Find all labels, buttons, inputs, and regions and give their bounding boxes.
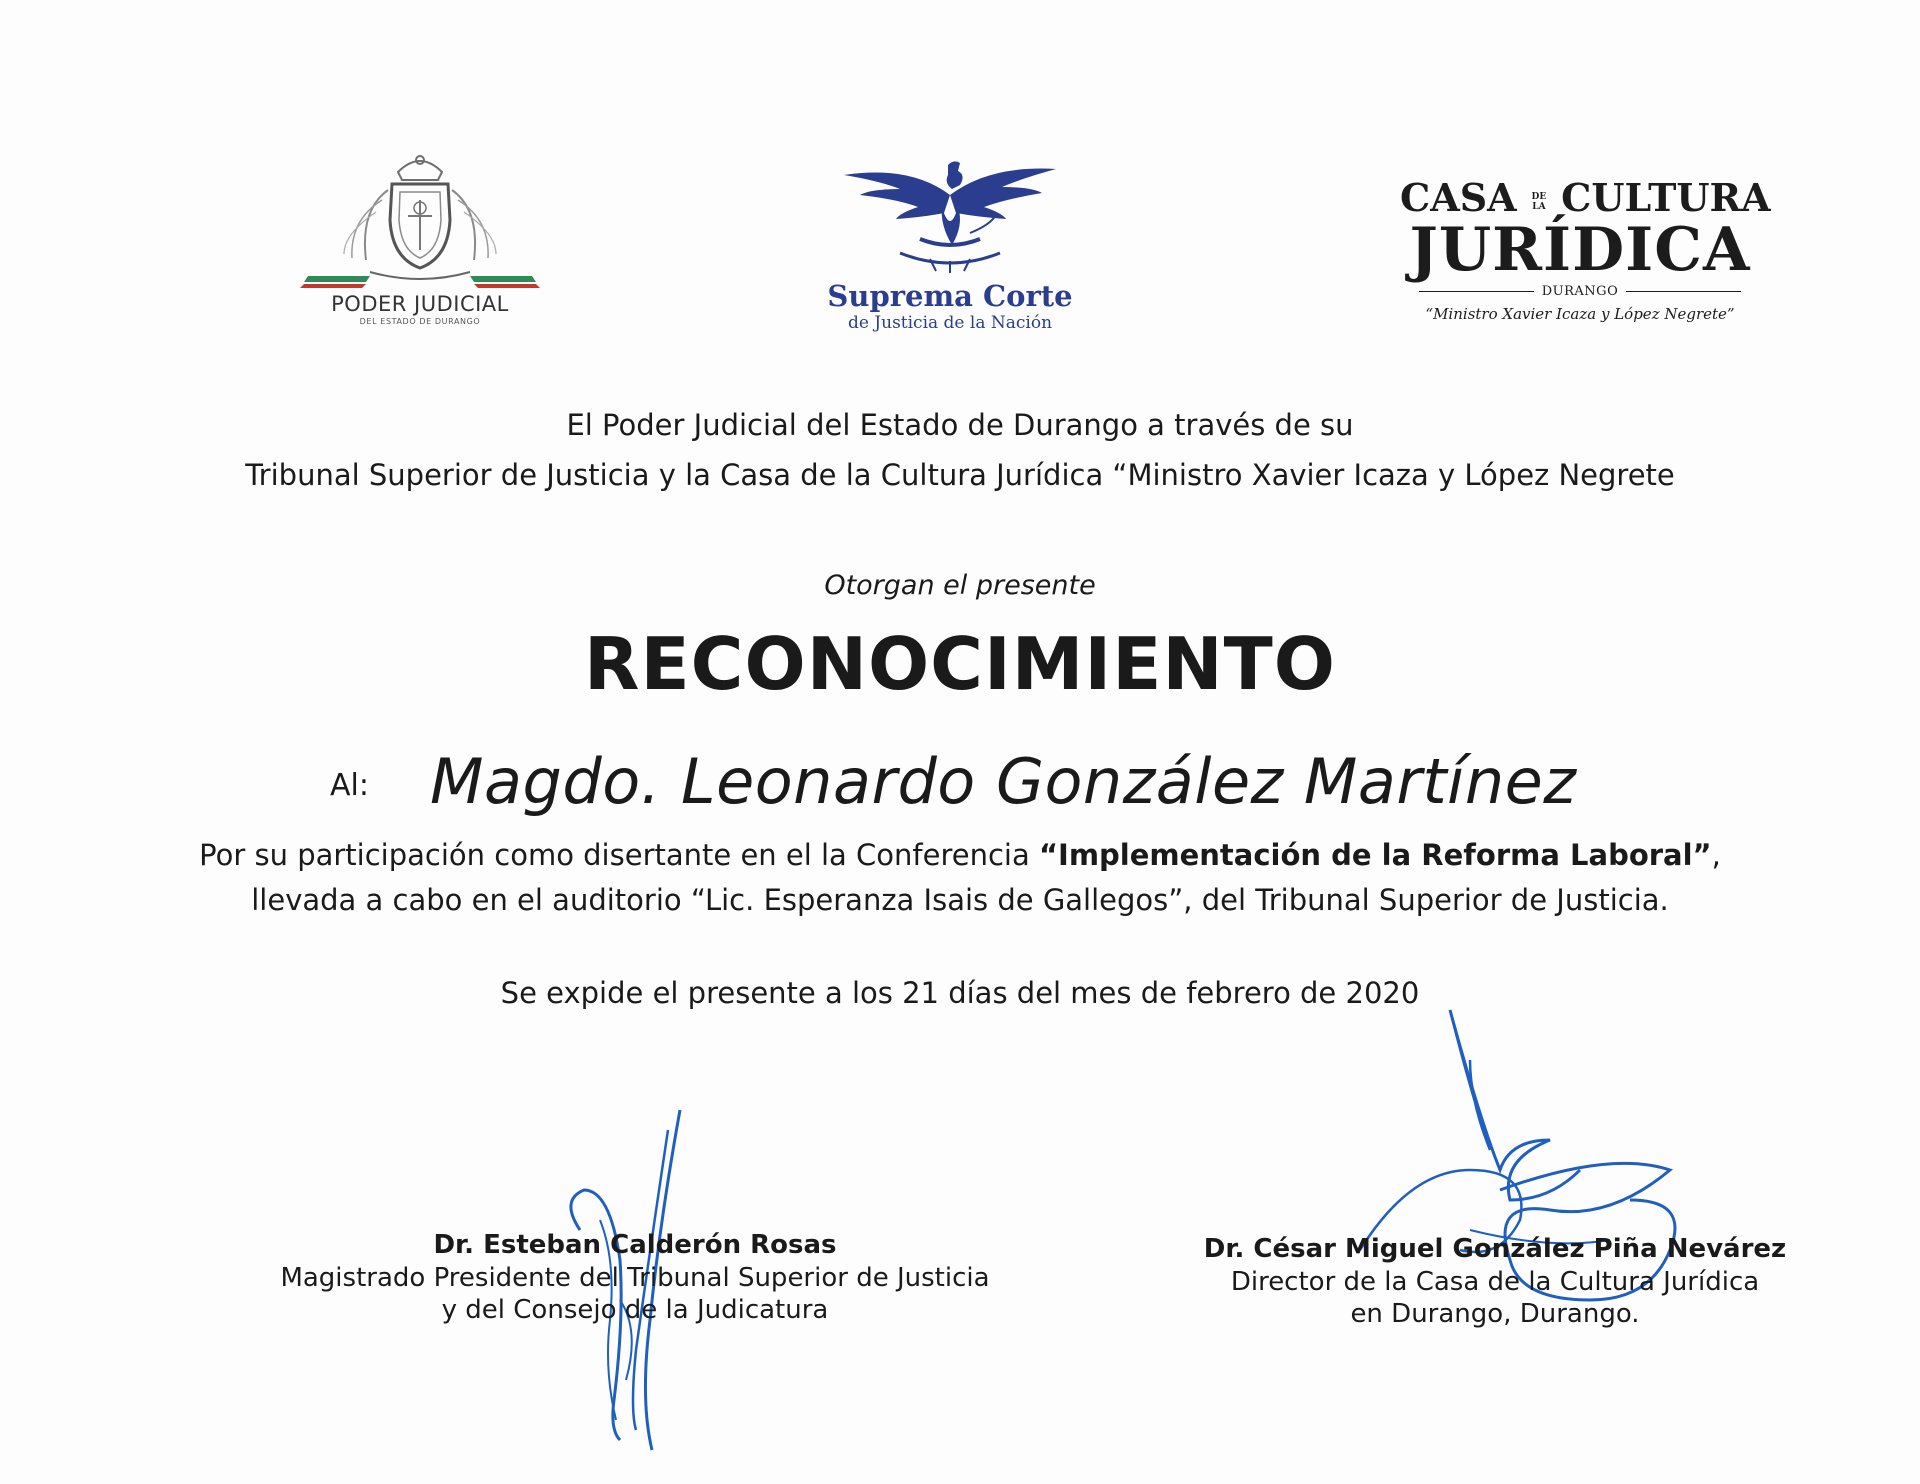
left-signature-block [260,1228,1010,1326]
casa-word: CASA [1400,175,1517,220]
venue-line: llevada a cabo en el auditorio “Lic. Esperanza Isais de Gallegos”, del Tribunal Superior de Justicia. [251,883,1669,917]
eagle-icon [840,155,1060,275]
conference-title: “Implementación de la Reforma Laboral” [1038,838,1712,872]
recipient-name: Magdo. Leonardo González Martínez [430,745,1577,818]
intro-line-1: El Poder Judicial del Estado de Durango a través de su [566,408,1354,442]
rule-left [1419,291,1534,292]
suprema-corte-logo [820,155,1080,335]
left-signer-name: Dr. Esteban Calderón Rosas [433,1230,837,1260]
poder-judicial-subtitle: DEL ESTADO DE DURANGO [359,317,481,326]
poder-judicial-name: PODER JUDICIAL [331,292,509,316]
casa-cultura-rule [1400,284,1760,299]
intro-line-2: Tribunal Superior de Justicia y la Casa de la Cultura Jurídica “Ministro Xavier Icaza y López Negrete [245,458,1675,492]
suprema-corte-name: Suprema Corte [827,279,1073,313]
casa-cultura-line1 [1400,175,1771,220]
recipient-label: Al: [330,768,369,803]
la-word: LA [1532,201,1546,212]
casa-cultura-city: DURANGO [1541,284,1619,299]
left-signer-role-2: y del Consejo de la Judicatura [441,1295,829,1325]
de-la-stack [1530,192,1548,212]
participation-prefix: Por su participación como disertante en el la Conferencia [199,838,1039,872]
participation-line [0,838,1920,872]
left-signer-role-1: Magistrado Presidente del Tribunal Superior de Justicia [280,1263,990,1293]
certificate-title: RECONOCIMIENTO [584,622,1336,706]
cultura-word: CULTURA [1561,175,1771,220]
issue-line: Se expide el presente a los 21 días del mes de febrero de 2020 [500,976,1420,1010]
right-signature-block [1190,1232,1800,1330]
coat-of-arms-icon [300,150,540,290]
suprema-corte-subtitle: de Justicia de la Nación [847,313,1053,333]
grant-text: Otorgan el presente [824,570,1096,601]
poder-judicial-logo [290,150,550,340]
casa-cultura-logo [1400,175,1771,348]
juridica-word: JURÍDICA [1409,215,1751,285]
rule-right [1626,291,1741,292]
casa-cultura-motto: “Ministro Xavier Icaza y López Negrete” [1425,305,1735,323]
right-signer-role-1: Director de la Casa de la Cultura Jurídica [1230,1267,1760,1297]
de-word: DE [1531,191,1547,202]
right-signer-role-2: en Durango, Durango. [1350,1299,1640,1329]
right-signer-name: Dr. César Miguel González Piña Nevárez [1203,1234,1787,1264]
participation-suffix: , [1711,838,1721,872]
